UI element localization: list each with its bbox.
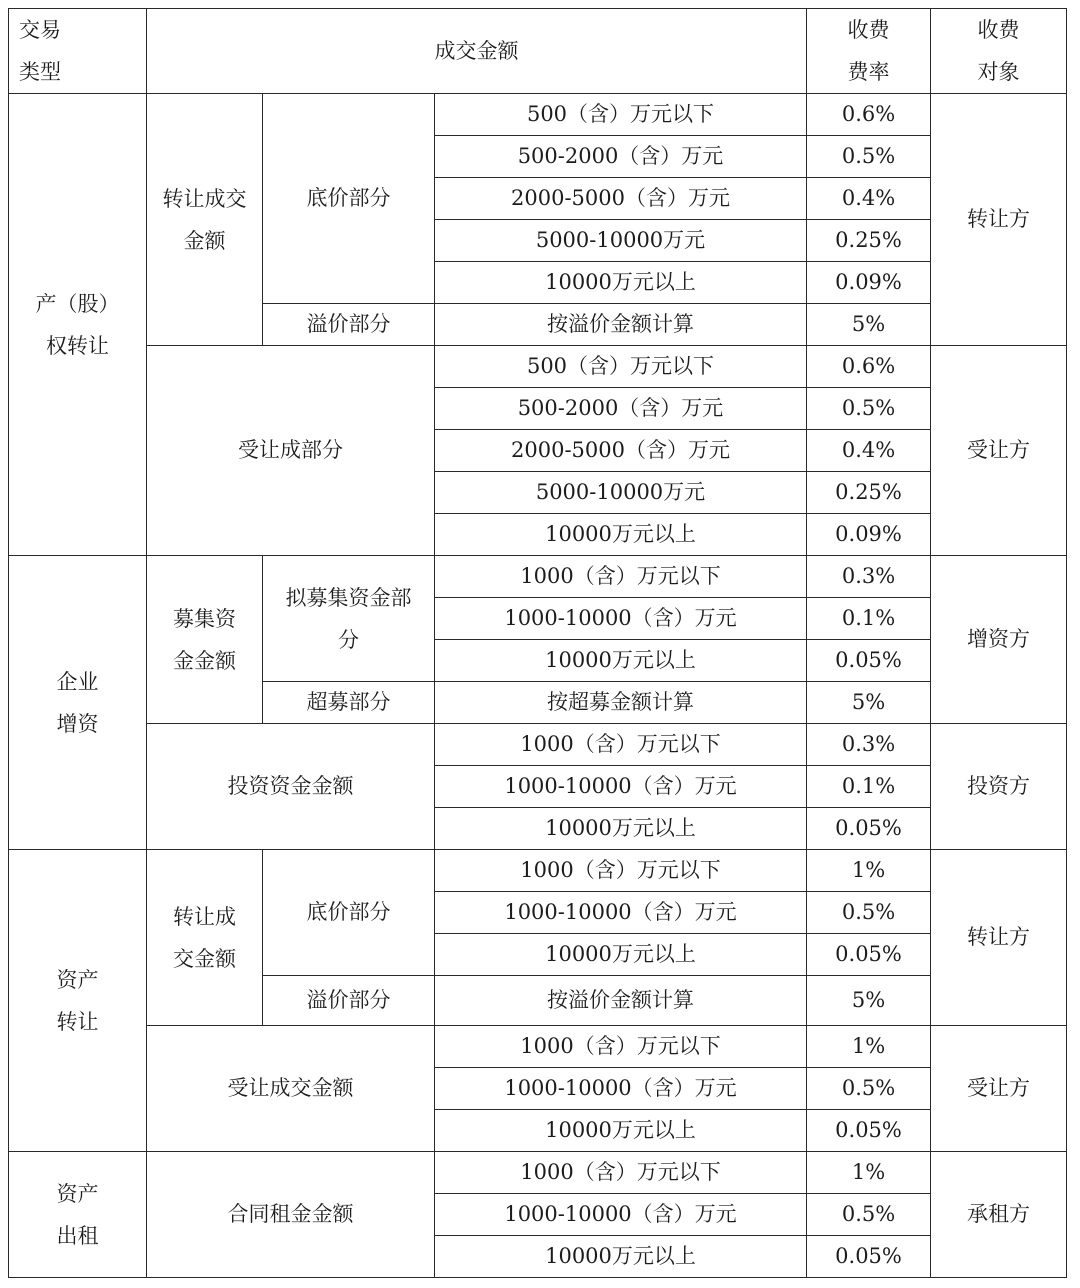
type-cell: 资产 转让 [9, 850, 147, 1152]
rate-cell: 0.4% [807, 178, 931, 220]
range-cell: 1000（含）万元以下 [435, 850, 807, 892]
rate-cell: 0.5% [807, 892, 931, 934]
range-cell: 5000-10000万元 [435, 220, 807, 262]
rate-cell: 0.05% [807, 1110, 931, 1152]
rate-cell: 0.3% [807, 724, 931, 766]
table-row [9, 556, 1067, 598]
investment-part: 投资资金金额 [147, 724, 435, 850]
rate-cell: 5% [807, 682, 931, 724]
range-cell: 10000万元以上 [435, 514, 807, 556]
base-price-part: 底价部分 [263, 94, 435, 304]
range-cell: 500-2000（含）万元 [435, 136, 807, 178]
range-cell: 500（含）万元以下 [435, 94, 807, 136]
range-cell: 按溢价金额计算 [435, 976, 807, 1026]
range-cell: 10000万元以上 [435, 262, 807, 304]
payer-cell: 增资方 [931, 556, 1067, 724]
type-cell: 产（股） 权转让 [9, 94, 147, 556]
table-row [9, 1152, 1067, 1194]
payer-cell: 转让方 [931, 94, 1067, 346]
range-cell: 按溢价金额计算 [435, 304, 807, 346]
buyer-part: 受让成交金额 [147, 1026, 435, 1152]
range-cell: 5000-10000万元 [435, 472, 807, 514]
rate-cell: 0.05% [807, 1236, 931, 1278]
rate-cell: 0.3% [807, 556, 931, 598]
range-cell: 10000万元以上 [435, 1110, 807, 1152]
rate-cell: 0.25% [807, 472, 931, 514]
header-amount: 成交金额 [147, 9, 807, 94]
transfer-amount-group: 转让成 交金额 [147, 850, 263, 1026]
payer-cell: 受让方 [931, 346, 1067, 556]
range-cell: 按超募金额计算 [435, 682, 807, 724]
range-cell: 10000万元以上 [435, 808, 807, 850]
rate-cell: 1% [807, 1026, 931, 1068]
rate-cell: 0.1% [807, 766, 931, 808]
range-cell: 10000万元以上 [435, 640, 807, 682]
payer-cell: 承租方 [931, 1152, 1067, 1278]
payer-cell: 投资方 [931, 724, 1067, 850]
rate-cell: 0.4% [807, 430, 931, 472]
range-cell: 1000-10000（含）万元 [435, 766, 807, 808]
header-payer: 收费 对象 [931, 9, 1067, 94]
table-row [9, 346, 1067, 388]
rate-cell: 1% [807, 1152, 931, 1194]
rate-cell: 0.5% [807, 1068, 931, 1110]
premium-part: 溢价部分 [263, 304, 435, 346]
range-cell: 1000-10000（含）万元 [435, 1068, 807, 1110]
rate-cell: 0.5% [807, 388, 931, 430]
rate-cell: 0.5% [807, 136, 931, 178]
range-cell: 1000-10000（含）万元 [435, 598, 807, 640]
header-rate: 收费 费率 [807, 9, 931, 94]
rate-cell: 1% [807, 850, 931, 892]
range-cell: 1000（含）万元以下 [435, 1026, 807, 1068]
rent-part: 合同租金金额 [147, 1152, 435, 1278]
over-raise-part: 超募部分 [263, 682, 435, 724]
rate-cell: 0.6% [807, 94, 931, 136]
rate-cell: 5% [807, 976, 931, 1026]
rate-cell: 0.09% [807, 514, 931, 556]
table-row [9, 724, 1067, 766]
range-cell: 1000（含）万元以下 [435, 724, 807, 766]
range-cell: 1000（含）万元以下 [435, 556, 807, 598]
type-cell: 资产 出租 [9, 1152, 147, 1278]
rate-cell: 0.09% [807, 262, 931, 304]
rate-cell: 5% [807, 304, 931, 346]
range-cell: 1000-10000（含）万元 [435, 892, 807, 934]
header-row [9, 9, 1067, 94]
rate-cell: 0.05% [807, 808, 931, 850]
transfer-amount-group: 转让成交 金额 [147, 94, 263, 346]
range-cell: 2000-5000（含）万元 [435, 178, 807, 220]
header-type: 交易 类型 [9, 9, 147, 94]
rate-cell: 0.1% [807, 598, 931, 640]
range-cell: 1000（含）万元以下 [435, 1152, 807, 1194]
range-cell: 2000-5000（含）万元 [435, 430, 807, 472]
range-cell: 1000-10000（含）万元 [435, 1194, 807, 1236]
range-cell: 10000万元以上 [435, 934, 807, 976]
rate-cell: 0.5% [807, 1194, 931, 1236]
planned-raise-part: 拟募集资金部 分 [263, 556, 435, 682]
range-cell: 10000万元以上 [435, 1236, 807, 1278]
base-price-part: 底价部分 [263, 850, 435, 976]
rate-cell: 0.6% [807, 346, 931, 388]
fee-table [8, 8, 1067, 1278]
range-cell: 500-2000（含）万元 [435, 388, 807, 430]
type-cell: 企业 增资 [9, 556, 147, 850]
range-cell: 500（含）万元以下 [435, 346, 807, 388]
payer-cell: 转让方 [931, 850, 1067, 1026]
raise-amount-group: 募集资 金金额 [147, 556, 263, 724]
buyer-part: 受让成部分 [147, 346, 435, 556]
table-row [9, 850, 1067, 892]
table-row [9, 1026, 1067, 1068]
rate-cell: 0.25% [807, 220, 931, 262]
rate-cell: 0.05% [807, 640, 931, 682]
rate-cell: 0.05% [807, 934, 931, 976]
payer-cell: 受让方 [931, 1026, 1067, 1152]
premium-part: 溢价部分 [263, 976, 435, 1026]
table-row [9, 94, 1067, 136]
